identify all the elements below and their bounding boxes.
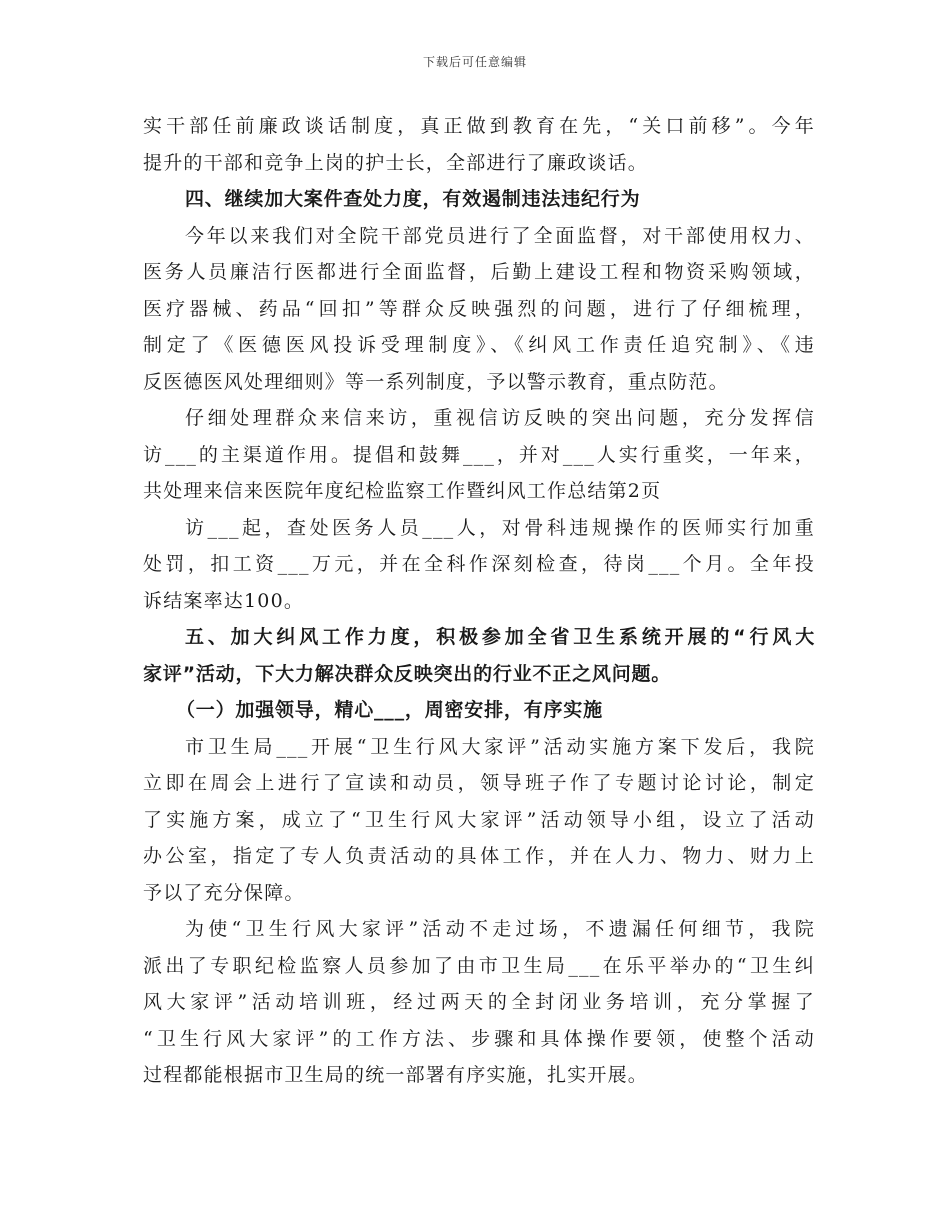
- text-line: 访___的主渠道作用。提倡和鼓舞___，并对___人实行重奖，一年来，: [143, 443, 815, 466]
- text-line: 医疗器械、药品“回扣”等群众反映强烈的问题，进行了仔细梳理，: [143, 297, 815, 320]
- text-line: 实干部任前廉政谈话制度，真正做到教育在先，“关口前移”。今年: [143, 115, 815, 137]
- text-line: 访___起，查处医务人员___人，对骨科违规操作的医师实行加重: [185, 516, 815, 539]
- text-line: 提升的干部和竞争上岗的护士长，全部进行了廉政谈话。: [143, 151, 649, 174]
- text-line: 予以了充分保障。: [143, 881, 305, 904]
- text-line: 处罚，扣工资___万元，并在全科作深刻检查，待岗___个月。全年投: [143, 553, 815, 575]
- text-line: 仔细处理群众来信来访，重视信访反映的突出问题，充分发挥信: [185, 407, 815, 429]
- text-line: 为使“卫生行风大家评”活动不走过场，不遗漏任何细节，我院: [185, 918, 815, 940]
- text-line: 派出了专职纪检监察人员参加了由市卫生局___在乐平举办的“卫生纠: [143, 954, 815, 977]
- text-line: 制定了《医德医风投诉受理制度》、《纠风工作责任追究制》、《违: [143, 334, 815, 356]
- text-line: 过程都能根据市卫生局的统一部署有序实施，扎实开展。: [143, 1064, 649, 1086]
- text-line: 医务人员廉洁行医都进行全面监督，后勤上建设工程和物资采购领域，: [143, 261, 815, 283]
- text-line: 今年以来我们对全院干部党员进行了全面监督，对干部使用权力、: [185, 224, 815, 247]
- text-line: 共处理来信来医院年度纪检监察工作暨纠风工作总结第2页: [143, 480, 662, 502]
- section-heading: 五、加大纠风工作力度，积极参加全省卫生系统开展的“行风大: [185, 626, 815, 648]
- section-heading: 四、继续加大案件查处力度，有效遏制违法违纪行为: [185, 188, 641, 210]
- document-body: [143, 108, 815, 1094]
- text-line: 市卫生局___开展“卫生行风大家评”活动实施方案下发后，我院: [185, 735, 815, 758]
- subsection-heading: （一）加强领导，精心___，周密安排，有序实施: [176, 699, 603, 721]
- section-heading: 家评”活动，下大力解决群众反映突出的行业不正之风问题。: [143, 662, 672, 685]
- page-header: 下载后可任意编辑: [422, 55, 527, 69]
- text-line: 风大家评”活动培训班，经过两天的全封闭业务培训，充分掌握了: [143, 991, 815, 1013]
- text-line: “卫生行风大家评”的工作方法、步骤和具体操作要领，使整个活动: [143, 1027, 815, 1050]
- text-line: 办公室，指定了专人负责活动的具体工作，并在人力、物力、财力上: [143, 845, 815, 867]
- text-line: 诉结案率达100。: [143, 589, 305, 612]
- text-line: 反医德医风处理细则》等一系列制度，予以警示教育，重点防范。: [143, 370, 729, 393]
- text-line: 了实施方案，成立了“卫生行风大家评”活动领导小组，设立了活动: [143, 808, 815, 831]
- text-line: 立即在周会上进行了宣读和动员，领导班子作了专题讨论讨论，制定: [143, 772, 815, 794]
